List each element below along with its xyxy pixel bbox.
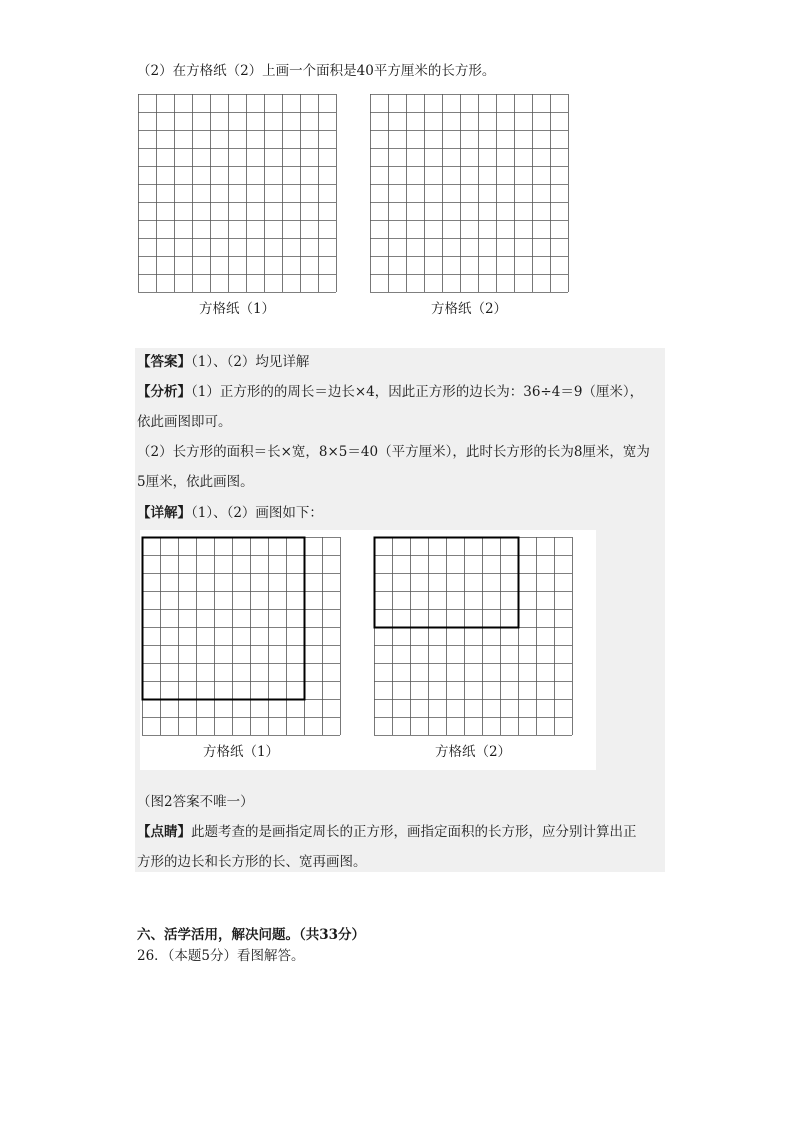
solution-label-1: 方格纸（1）: [202, 744, 280, 760]
comment-line-2: 方形的边长和长方形的长、宽再画图。: [137, 854, 367, 870]
analysis-line-1: [137, 382, 643, 402]
grid-label-2: 方格纸（2）: [430, 301, 508, 317]
analysis-text-1: （1）正方形的的周长＝边长×4，因此正方形的边长为：36÷4＝9（厘米），: [191, 384, 644, 400]
comment-text-1: 此题考查的是画指定周长的正方形，画指定面积的长方形，应分别计算出正: [191, 824, 637, 840]
grid-label-1: 方格纸（1）: [198, 301, 276, 317]
answer-note: （图2答案不唯一）: [137, 794, 254, 810]
question-part2: （2）在方格纸（2）上画一个面积是40平方厘米的长方形。: [137, 63, 496, 79]
solution-grid-1: [142, 537, 341, 736]
answer-text: （1）、（2）均见详解: [191, 354, 310, 370]
solution-label-2: 方格纸（2）: [434, 744, 512, 760]
square-outline: [143, 538, 305, 700]
grid-paper-1: [138, 94, 337, 293]
analysis-line-3: （2）长方形的面积＝长×宽，8×5＝40（平方厘米），此时长方形的长为8厘米，宽为: [137, 444, 650, 460]
detail-line: [137, 503, 323, 523]
analysis-line-4: 5厘米，依此画图。: [137, 474, 254, 490]
detail-text: （1）、（2）画图如下：: [191, 505, 323, 521]
answer-line: [137, 352, 309, 372]
answer-background-side: [596, 530, 665, 770]
grid-paper-2: [370, 94, 569, 293]
section-6-title: 六、活学活用，解决问题。（共33分）: [137, 927, 366, 943]
analysis-tag: 【分析】: [137, 384, 191, 400]
question-26: 26．（本题5分）看图解答。: [137, 948, 305, 964]
analysis-line-2: 依此画图即可。: [137, 414, 232, 430]
comment-tag: 【点睛】: [137, 824, 191, 840]
answer-tag: 【答案】: [137, 354, 191, 370]
detail-tag: 【详解】: [137, 505, 191, 521]
comment-line-1: [137, 822, 637, 842]
solution-grid-2: [374, 537, 573, 736]
answer-background-left: [135, 530, 140, 770]
